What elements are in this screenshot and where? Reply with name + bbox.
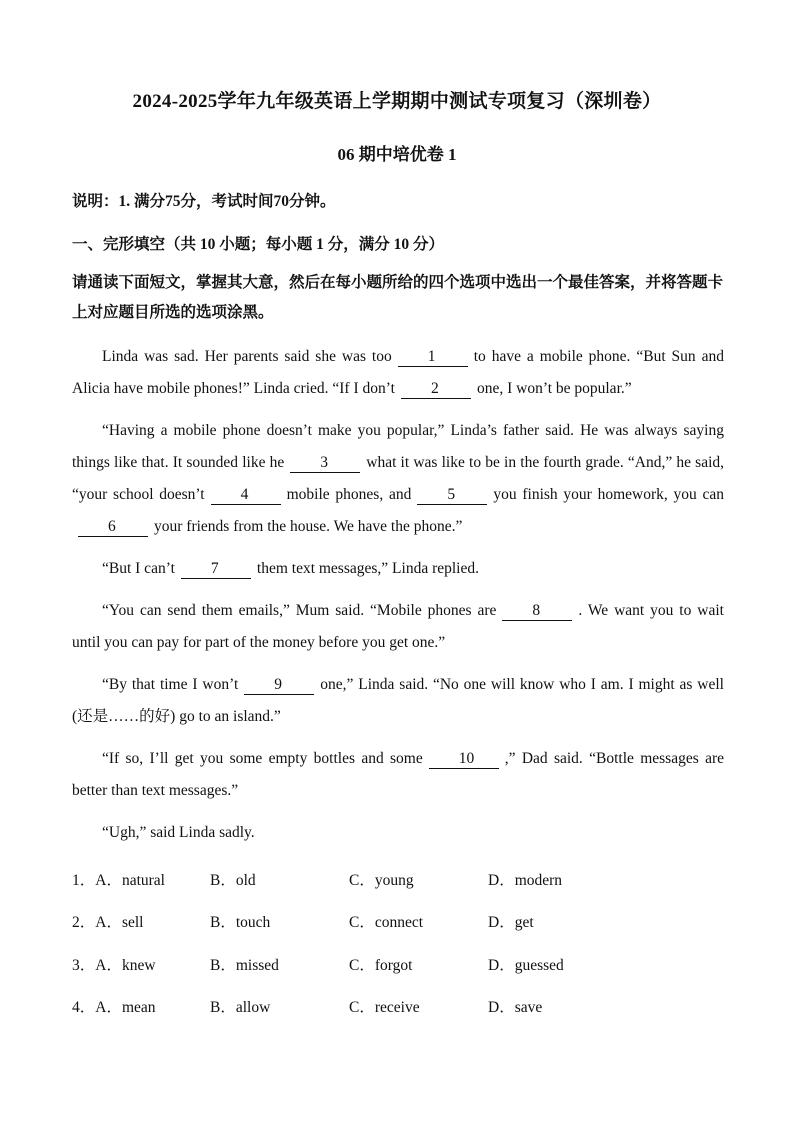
passage-text: your friends from the house. We have the phone.” — [154, 518, 463, 535]
option-b[interactable]: B．old — [210, 872, 256, 889]
option-b[interactable]: B．allow — [210, 999, 271, 1016]
passage-paragraph — [72, 669, 724, 733]
blank-7: 7 — [181, 560, 251, 579]
option-c[interactable]: C．receive — [349, 999, 420, 1016]
option-b[interactable]: B．touch — [210, 914, 271, 931]
blank-1: 1 — [398, 348, 468, 367]
option-b[interactable]: B．missed — [210, 957, 279, 974]
option-d[interactable]: D．save — [488, 999, 543, 1016]
question-row — [72, 953, 732, 975]
passage-paragraph — [72, 743, 724, 807]
passage-text: ,” Dad said. “Bottle messages are better than text messages.” — [72, 750, 724, 799]
passage-paragraph — [72, 341, 724, 405]
blank-6: 6 — [78, 518, 148, 537]
passage-text: you finish your homework, you can — [493, 486, 724, 503]
blank-3: 3 — [290, 454, 360, 473]
page-title: 2024-2025学年九年级英语上学期期中测试专项复习（深圳卷） — [132, 91, 662, 112]
blank-10: 10 — [429, 750, 499, 769]
passage-text: “Ugh,” said Linda sadly. — [102, 824, 255, 841]
option-d[interactable]: D．modern — [488, 872, 563, 889]
option-d[interactable]: D．get — [488, 914, 534, 931]
passage-text: “You can send them emails,” Mum said. “Mobile phones are — [102, 602, 497, 619]
passage-text: to have a mobile phone. “But Sun and Alicia have mobile phones!” Linda cried. “If I don’t — [72, 348, 724, 397]
passage-text: “If so, I’ll get you some empty bottles and some — [102, 750, 423, 767]
option-c[interactable]: C．forgot — [349, 957, 413, 974]
question-row — [72, 868, 732, 890]
option-a[interactable]: 4．A．mean — [72, 999, 156, 1016]
passage-text: mobile phones, and — [286, 486, 412, 503]
option-c[interactable]: C．young — [349, 872, 414, 889]
passage-text: “By that time I won’t — [102, 676, 239, 693]
passage-text: . We want you to wait until you can pay for part of the money before you get one.” — [72, 602, 724, 651]
passage-text: one, I won’t be popular.” — [476, 380, 632, 397]
passage-paragraph — [72, 595, 724, 659]
blank-9: 9 — [244, 676, 314, 695]
question-row — [72, 910, 732, 932]
section-instruction — [72, 268, 724, 328]
question-row — [72, 995, 732, 1017]
passage-paragraph — [72, 415, 724, 543]
blank-5: 5 — [417, 486, 487, 505]
passage-text: them text messages,” Linda replied. — [256, 560, 479, 577]
option-a[interactable]: 1．A．natural — [72, 872, 165, 889]
section-heading: 一、完形填空（共 10 小题；每小题 1 分，满分 10 分） — [72, 236, 445, 253]
blank-8: 8 — [502, 602, 572, 621]
passage-text: what it was like to be in the fourth grade. “And,” he said, “your school doesn’t — [72, 454, 724, 503]
passage-paragraph — [72, 817, 724, 849]
option-a[interactable]: 3．A．knew — [72, 957, 156, 974]
option-c[interactable]: C．connect — [349, 914, 424, 931]
page-subtitle: 06 期中培优卷 1 — [337, 145, 457, 164]
instruction-text: 请通读下面短文，掌握其大意，然后在每小题所给的四个选项中选出一个最佳答案，并将答题卡上对应题目所选的选项涂黑。 — [72, 274, 724, 321]
passage-text: Linda was sad. Her parents said she was too — [102, 348, 392, 365]
option-a[interactable]: 2．A．sell — [72, 914, 144, 931]
blank-4: 4 — [211, 486, 281, 505]
exam-note: 说明：1. 满分75分，考试时间70分钟。 — [72, 193, 336, 210]
blank-2: 2 — [401, 380, 471, 399]
passage-text: “Having a mobile phone doesn’t make you popular,” Linda’s father said. He was always saying things like that. It sounded like he — [72, 422, 724, 471]
passage-paragraph — [72, 553, 724, 585]
passage-text: one,” Linda said. “No one will know who I am. I might as well (还是……的好) go to an island.” — [72, 676, 724, 725]
option-d[interactable]: D．guessed — [488, 957, 564, 974]
passage-text: “But I can’t — [102, 560, 175, 577]
passage — [72, 341, 724, 849]
